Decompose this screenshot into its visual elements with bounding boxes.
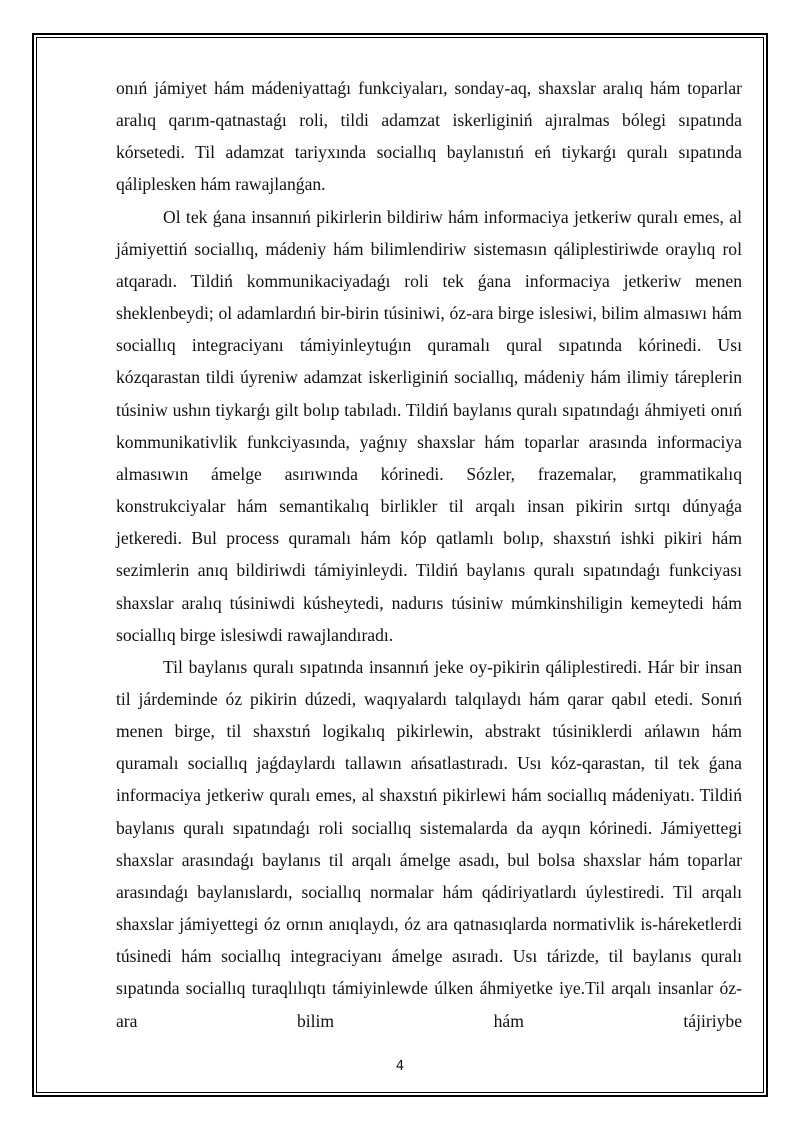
- page-number: 4: [395, 1059, 405, 1074]
- paragraph-language-thought: Til baylanıs quralı sıpatında insannıń jeke oy-pikirin qáliplestiredi. Hár bir insan til járdeminde óz pikirin dúzedi, waqıyalardı talqılaydı hám qarar qabıl etedi. Sonıń menen birge, til shaxstıń logikalıq pikirlewin, abstrakt túsiniklerdi ańlawın hám quramalı sociallıq jaǵdaylardı tallawın ańsatlastıradı. Usı kóz-qarastan, til tek ǵana informaciya jetkeriw quralı emes, al shaxstıń pikirlewi hám sociallıq mádeniyatı. Tildiń baylanıs quralı sıpatındaǵı roli sociallıq sistemalarda da ayqın kórinedi. Jámiyettegi shaxslar arasındaǵı baylanıs til arqalı ámelge asadı, bul bolsa shaxslar hám toparlar arasındaǵı baylanıslardı, sociallıq normalar hám qádiriyatlardı úylestiredi. Til arqalı shaxslar jámiyettegi óz ornın anıqlaydı, óz ara qatnasıqlarda normativlik is-háreketlerdi túsinedi hám sociallıq integraciyanı ámelge asıradı. Usı tárizde, til baylanıs quralı sıpatında sociallıq turaqlılıqtı támiyinlewde úlken áhmiyetke iye.Til arqalı insanlar óz-ara bilim hám tájiriybe: [116, 656, 742, 1031]
- paragraph-language-role: Ol tek ǵana insannıń pikirlerin bildiriw hám informaciya jetkeriw quralı emes, al jámiyettiń sociallıq, mádeniy hám bilimlendiriw sistemasın qáliplestiriwde oraylıq rol atqaradı. Tildiń kommunikaciyadaǵı roli tek ǵana informaciya jetkeriw menen sheklenbeydi; ol adamlardıń bir-birin túsiniwi, óz-ara birge islesiwi, bilim almasıwı hám sociallıq integraciyanı támiyinleytuǵın quramalı qural sıpatında kórinedi. Usı kózqarastan tildi úyreniw adamzat iskerliginiń sociallıq, mádeniy hám ilimiy táreplerin túsiniw ushın tiykarǵı gilt bolıp tabıladı. Tildiń baylanıs quralı sıpatındaǵı áhmiyeti onıń kommunikativlik funkciyasında, yaǵnıy shaxslar hám toparlar arasında informaciya almasıwın ámelge asırıwında kórinedi. Sózler, frazemalar, grammatikalıq konstrukciyalar hám semantikalıq birlikler til arqalı insan pikirin sırtqı dúnyaǵa jetkeredi. Bul process quramalı hám kóp qatlamlı bolıp, shaxstıń ishki pikiri hám sezimlerin anıq bildiriwdi támiyinleydi. Tildiń baylanıs quralı sıpatındaǵı funkciyası shaxslar aralıq túsiniwdi kúsheytedi, nadurıs túsiniw múmkinshiligin kemeytedi hám sociallıq birge islesiwdi rawajlandıradı.: [116, 206, 742, 645]
- paragraph-continuation: onıń jámiyet hám mádeniyattaǵı funkciyaları, sonday-aq, shaxslar aralıq hám toparlar aralıq qarım-qatnastaǵı roli, tildi adamzat iskerliginiń ajıralmas bólegi sıpatında kórsetedi. Til adamzat tariyxında sociallıq baylanıstıń eń tiykarǵı quralı sıpatında qáliplesken hám rawajlanǵan.: [116, 78, 742, 195]
- document-body: [116, 72, 742, 1037]
